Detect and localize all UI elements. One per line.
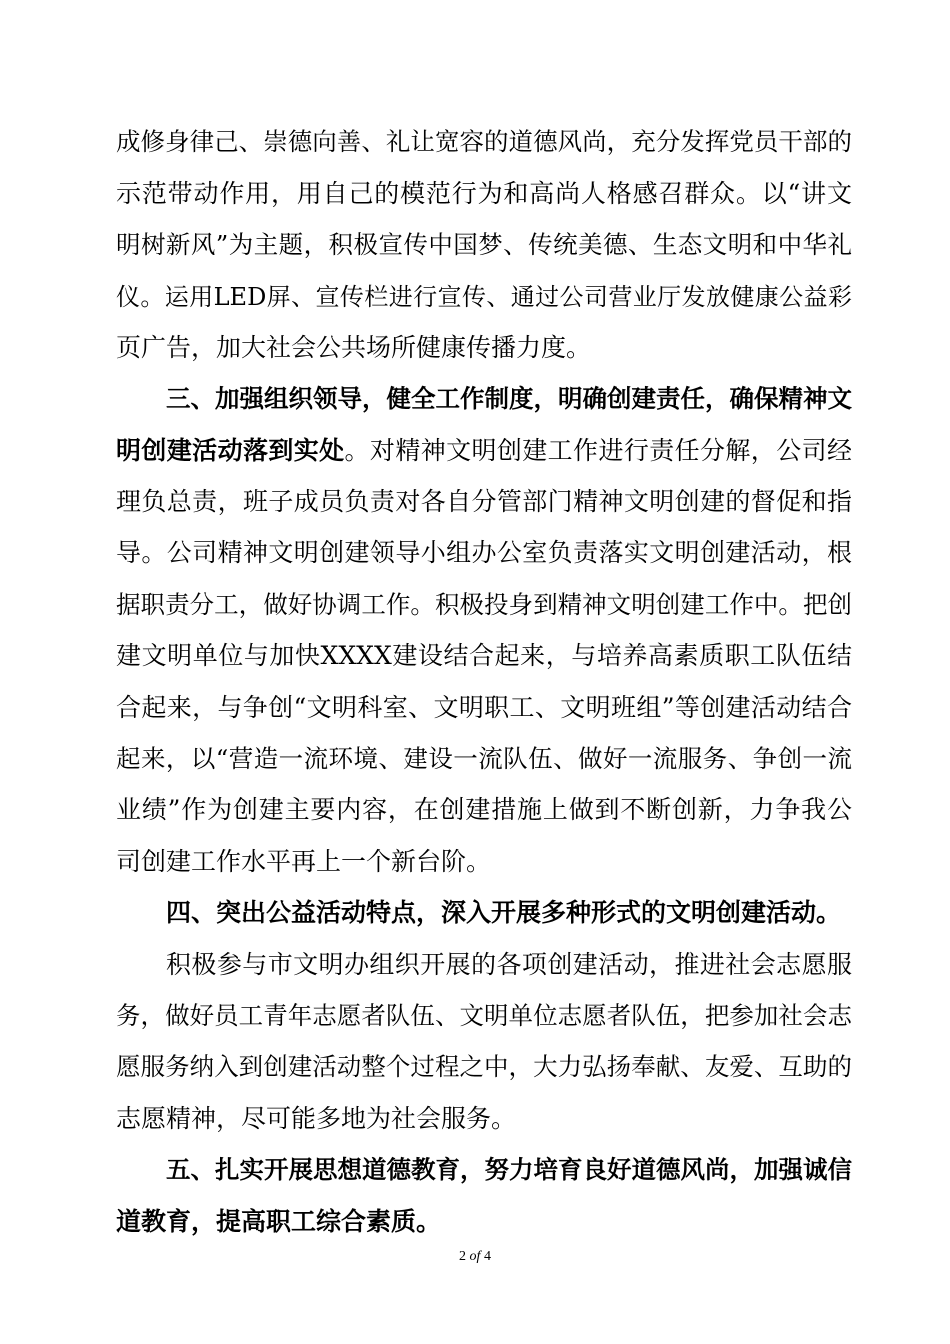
section-heading-5: 五、扎实开展思想道德教育，努力培育良好道德风尚，加强诚信	[166, 1155, 852, 1184]
text-line: 业绩”作为创建主要内容，在创建措施上做到不断创新，力争我公	[116, 795, 852, 824]
section-heading-4: 四、突出公益活动特点，深入开展多种形式的文明创建活动。	[166, 898, 842, 927]
page-of-label: of	[469, 1249, 481, 1264]
text-span: 。对精神文明创建工作进行责任分解，公司经	[344, 436, 852, 465]
text-line: 起来，以“营造一流环境、建设一流队伍、做好一流服务、争创一流	[116, 744, 852, 773]
text-line: 理负总责，班子成员负责对各自分管部门精神文明创建的督促和指	[116, 487, 852, 516]
text-line: 愿服务纳入到创建活动整个过程之中，大力弘扬奉献、友爱、互助的	[116, 1052, 852, 1081]
section-heading-3-end: 明创建活动落到实处	[116, 436, 345, 465]
text-line: 导。公司精神文明创建领导小组办公室负责落实文明创建活动，根	[116, 538, 852, 567]
text-line: 仪。运用LED屏、宣传栏进行宣传、通过公司营业厅发放健康公益彩	[116, 283, 852, 311]
page-current: 2	[459, 1249, 467, 1264]
text-line: 明树新风”为主题，积极宣传中国梦、传统美德、生态文明和中华礼	[116, 230, 852, 259]
text-line: 合起来，与争创“文明科室、文明职工、文明班组”等创建活动结合	[116, 693, 852, 722]
text-line: 志愿精神，尽可能多地为社会服务。	[116, 1104, 517, 1133]
text-line: 示范带动作用，用自己的模范行为和高尚人格感召群众。以“讲文	[116, 179, 852, 208]
text-line: 据职责分工，做好协调工作。积极投身到精神文明创建工作中。把创	[116, 590, 852, 619]
text-line-mixed	[116, 436, 852, 466]
page-total: 4	[483, 1249, 491, 1264]
section-heading-5-end: 道教育，提高职工综合素质。	[116, 1207, 442, 1236]
section-heading-3: 三、加强组织领导，健全工作制度，明确创建责任，确保精神文	[166, 384, 852, 413]
text-line: 页广告，加大社会公共场所健康传播力度。	[116, 333, 592, 362]
text-line: 积极参与市文明办组织开展的各项创建活动，推进社会志愿服	[166, 950, 852, 979]
page-number	[0, 1249, 950, 1265]
text-line: 成修身律己、崇德向善、礼让宽容的道德风尚，充分发挥党员干部的	[116, 127, 852, 156]
text-line: 务，做好员工青年志愿者队伍、文明单位志愿者队伍，把参加社会志	[116, 1001, 852, 1030]
text-line: 建文明单位与加快XXXX建设结合起来，与培养高素质职工队伍结	[116, 641, 852, 670]
text-line: 司创建工作水平再上一个新台阶。	[116, 847, 492, 876]
